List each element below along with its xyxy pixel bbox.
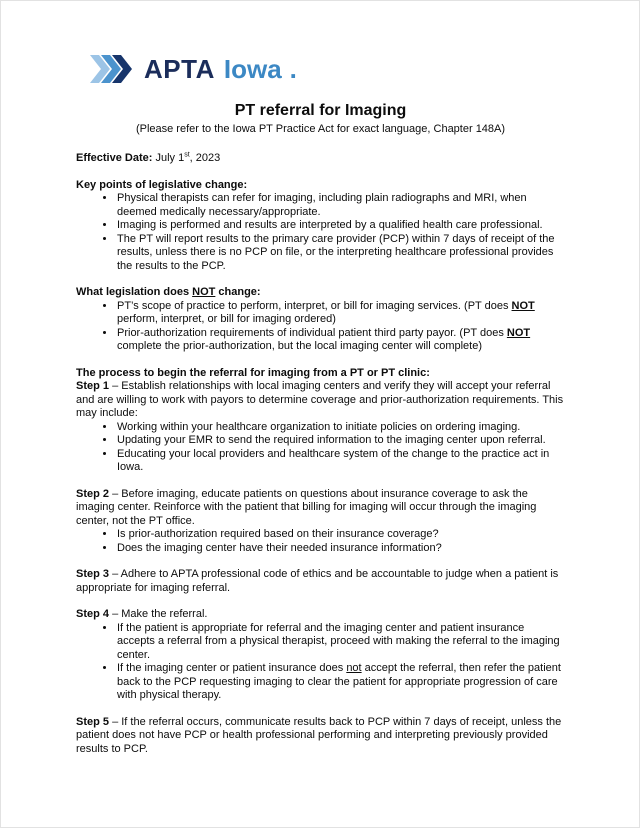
apta-iowa-logo: [90, 51, 565, 87]
bullet-text: complete the prior-authorization, but the local imaging center will complete): [117, 340, 483, 352]
step-5-paragraph: [76, 716, 565, 757]
step-2-list: [76, 528, 565, 555]
document-subtitle: (Please refer to the Iowa PT Practice Act for exact language, Chapter 148A): [135, 123, 506, 135]
logo-brand-text: APTA: [144, 53, 215, 84]
list-item: • Does the imaging center have their needed insurance information?: [116, 542, 565, 556]
list-item: [116, 622, 565, 663]
key-points-heading: Key points of legislative change:: [76, 178, 248, 191]
bullet-text: perform, interpret, or bill for imaging ordered): [117, 313, 336, 325]
effective-date-year: , 2023: [189, 152, 221, 164]
document-title: PT referral for Imaging: [234, 102, 407, 119]
not-change-heading-post: change:: [215, 286, 261, 298]
step-1-paragraph: [76, 380, 565, 421]
bullet-text: accept the referral, then refer the patient back to the PCP requesting imaging to clear the patient for appropriate progression of care with physical therapy.: [117, 662, 561, 701]
step-2-label: Step 2: [76, 487, 110, 500]
list-item: [116, 662, 565, 703]
step-3-paragraph: [76, 568, 565, 595]
not-change-list: [76, 300, 565, 354]
step-4-paragraph: [76, 608, 565, 622]
list-item: • Educating your local providers and healthcare system of the change to the practice act in Iowa.: [116, 448, 565, 475]
list-item: [116, 327, 565, 354]
apta-chevron-icon: [90, 54, 136, 84]
not-change-heading-pre: What legislation does: [76, 286, 193, 298]
process-heading: The process to begin the referral for imaging from a PT or PT clinic:: [76, 366, 430, 379]
bullet-emphasis: NOT: [506, 326, 531, 339]
list-item: • The PT will report results to the primary care provider (PCP) within 7 days of receipt of the results, unless there is no PCP on file, or the interpreting healthcare professional provides the results to the PCP.: [116, 233, 565, 274]
list-item: • Imaging is performed and results are interpreted by a qualified health care professional.: [116, 219, 565, 233]
step-3-text: – Adhere to APTA professional code of ethics and be accountable to judge when a patient is appropriate for imaging referral.: [76, 568, 559, 594]
bullet-text: Prior-authorization requirements of individual patient third party payor. (PT does: [117, 326, 507, 339]
step-2-paragraph: [76, 488, 565, 529]
list-item: • Physical therapists can refer for imaging, including plain radiographs and MRI, when deemed medically necessary/appropriate.: [116, 192, 565, 219]
step-1-label: Step 1: [76, 380, 110, 392]
step-4-text: – Make the referral.: [109, 608, 208, 620]
step-5-label: Step 5: [76, 715, 110, 728]
bullet-text: PT’s scope of practice to perform, interpret, or bill for imaging services. (PT does: [117, 299, 512, 312]
bullet-text: If the imaging center or patient insurance does: [117, 662, 347, 674]
logo-region-text: Iowa: [223, 53, 282, 84]
step-4-list: [76, 622, 565, 703]
effective-date-ordinal: st: [184, 151, 190, 159]
list-item: • Updating your EMR to send the required information to the imaging center upon referral.: [116, 434, 565, 448]
step-4-label: Step 4: [76, 608, 110, 620]
step-5-text: – If the referral occurs, communicate results back to PCP within 7 days of receipt, unless the patient does not have PCP or health professional performing and interpreting previously provided results to PCP.: [76, 715, 562, 755]
bullet-emphasis: not: [346, 662, 362, 674]
key-points-list: [76, 192, 565, 273]
not-change-heading-not: NOT: [192, 286, 216, 298]
effective-date: [76, 152, 565, 166]
effective-date-value: July 1: [152, 152, 185, 164]
list-item: [116, 300, 565, 327]
step-1-text: – Establish relationships with local imaging centers and verify they will accept your referral and are willing to work with payors to determine coverage and prior-authorization requirements. This may include:: [76, 380, 564, 419]
bullet-emphasis: NOT: [511, 299, 535, 312]
step-2-text: – Before imaging, educate patients on questions about insurance coverage to ask the imaging center. Reinforce with the patient that billing for imaging will occur through the imaging center, not the PT office.: [76, 487, 537, 527]
list-item: • Is prior-authorization required based on their insurance coverage?: [116, 528, 565, 542]
bullet-text: If the patient is appropriate for referral and the imaging center and patient insurance accepts a referral from a physical therapist, proceed with making the referral to the imaging center.: [117, 621, 560, 661]
step-1-list: [76, 421, 565, 475]
logo-trademark: .: [289, 53, 297, 84]
step-3-label: Step 3: [76, 568, 110, 580]
not-change-heading: [76, 286, 565, 300]
list-item: • Working within your healthcare organization to initiate policies on ordering imaging.: [116, 421, 565, 435]
effective-date-label: Effective Date:: [76, 152, 153, 164]
